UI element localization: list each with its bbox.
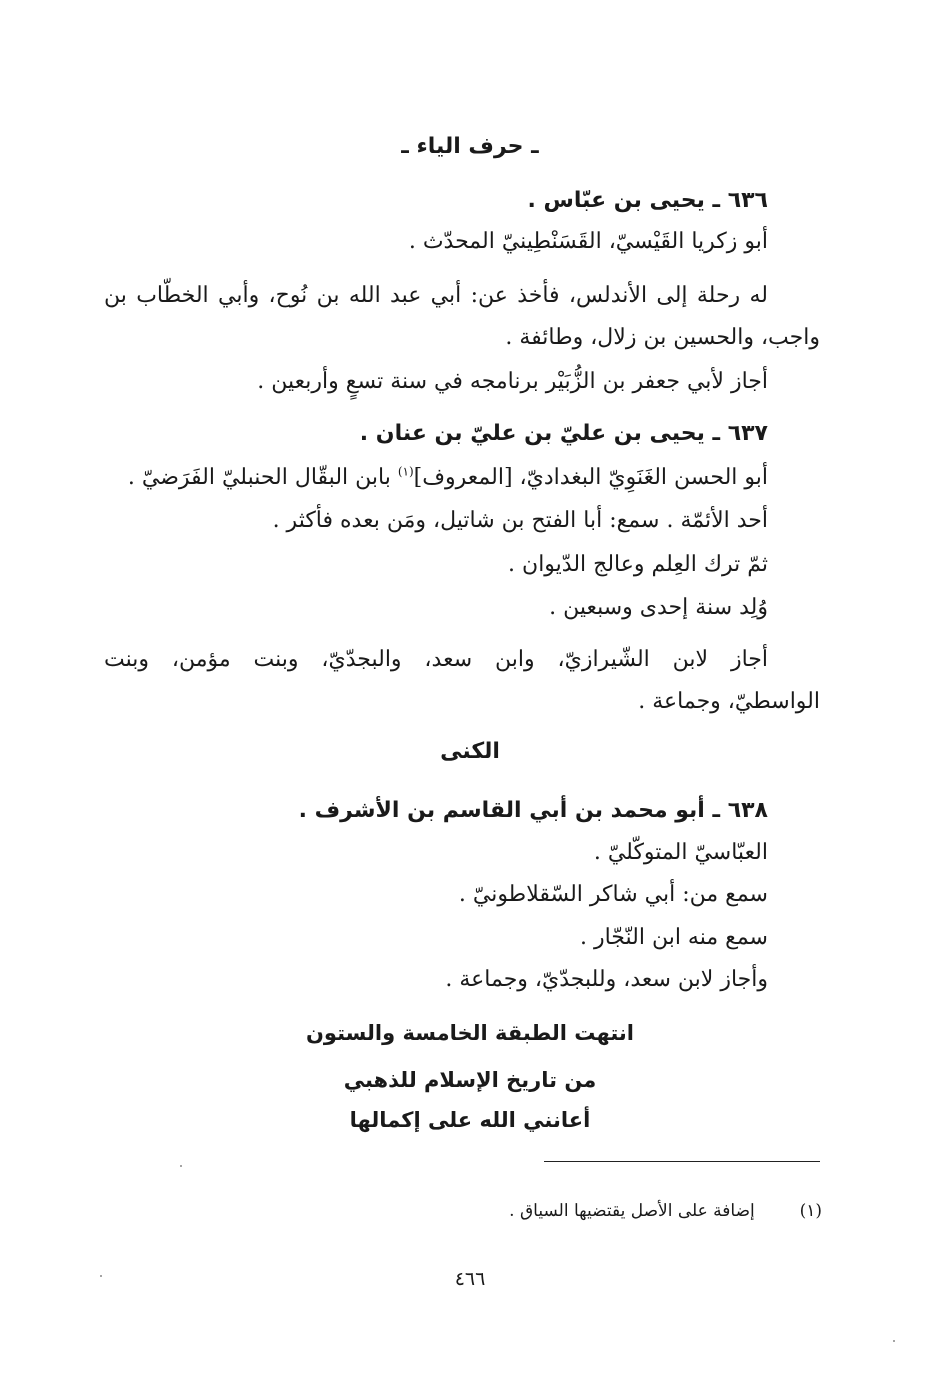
footnote-reference: (١) [397, 464, 414, 479]
entry-637-line-5: أجاز لابن الشّيرازيّ، وابن سعد، والبجدّيّ، وبنت مؤمن، وبنت [104, 647, 768, 672]
section-heading: ـ حرف الياء ـ [401, 134, 539, 159]
kuna-heading: الكنى [440, 739, 500, 764]
scan-speck [180, 1165, 182, 1167]
entry-636-line-2: له رحلة إلى الأندلس، فأخذ عن: أبي عبد الله بن نُوح، وأبي الخطّاب بن [104, 283, 768, 308]
entry-637-line-1-pre: أبو الحسن الغَنَوِيّ البغداديّ، [المعروف] [413, 465, 768, 490]
entry-636-line-1: أبو زكريا القَيْسيّ، القَسَنْطِينيّ المحدّث . [408, 229, 768, 254]
entry-636-line-3: واجب، والحسين بن زلال، وطائفة . [505, 325, 820, 350]
scan-speck [100, 1275, 102, 1277]
footnote-text: إضافة على الأصل يقتضيها السياق . [509, 1201, 755, 1221]
entry-638-line-4: وأجاز لابن سعد، وللبجدّيّ، وجماعة . [445, 967, 768, 992]
footnote [509, 1196, 822, 1226]
entry-637-line-1 [128, 463, 768, 493]
closing-line-1: انتهت الطبقة الخامسة والستون [305, 1021, 635, 1045]
entry-638-line-1: العبّاسيّ المتوكّليّ . [593, 840, 768, 865]
entry-638-line-3: سمع منه ابن النّجّار . [579, 925, 768, 950]
closing-line-3: أعانني الله على إكمالها [349, 1108, 591, 1132]
entry-636-line-4: أجاز لأبي جعفر بن الزُّبَيْر برنامجه في سنة تسعٍ وأربعين . [257, 369, 768, 394]
page-number: ٤٦٦ [454, 1268, 486, 1290]
scan-speck [893, 1340, 895, 1342]
entry-637-line-6: الواسطيّ، وجماعة . [638, 689, 820, 714]
footnote-separator [544, 1161, 820, 1162]
entry-636-title: ٦٣٦ ـ يحيى بن عبّاس . [527, 188, 768, 213]
entry-637-line-1-post: بابن البقّال الحنبليّ الفَرَضيّ . [127, 465, 398, 490]
entry-637-line-4: وُلِد سنة إحدى وسبعين . [549, 595, 768, 620]
footnote-marker: (١) [799, 1201, 822, 1221]
entry-637-line-2: أحد الأئمّة . سمع: أبا الفتح بن شاتيل، ومَن بعده فأكثر . [272, 508, 768, 533]
entry-638-title: ٦٣٨ ـ أبو محمد بن أبي القاسم بن الأشرف . [298, 798, 768, 823]
entry-637-line-3: ثمّ ترك العِلم وعالج الدّيوان . [508, 552, 768, 577]
closing-line-2: من تاريخ الإسلام للذهبي [343, 1068, 597, 1092]
entry-638-line-2: سمع من: أبي شاكر السّقلاطونيّ . [458, 882, 768, 907]
entry-637-title: ٦٣٧ ـ يحيى بن عليّ بن عليّ بن عنان . [359, 421, 768, 446]
